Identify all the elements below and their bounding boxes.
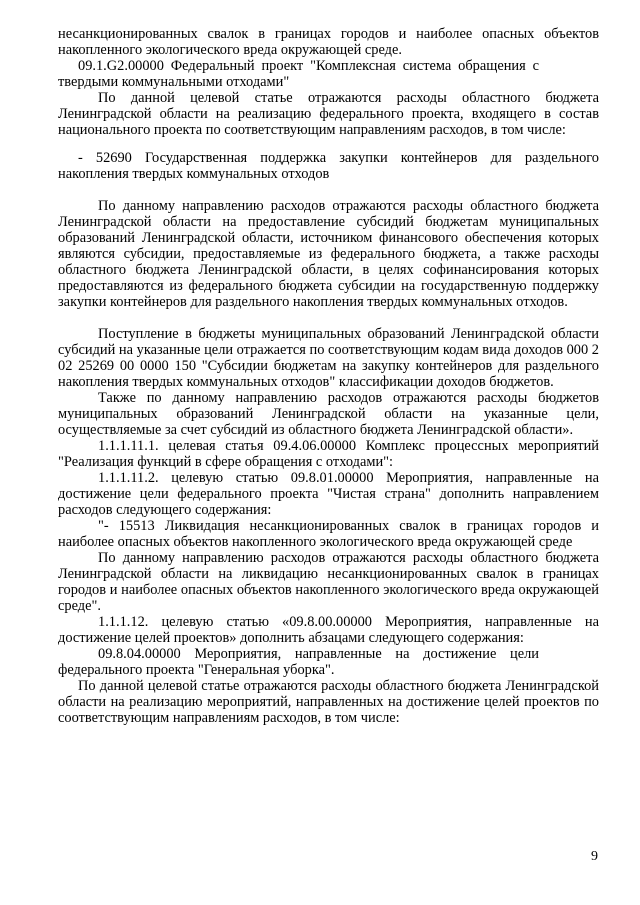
federal-project-general-cleaning: 09.8.04.00000 Мероприятия, направленные на достижение цели федерального проекта "Генеральная уборка". xyxy=(58,646,539,678)
federal-project-heading: 09.1.G2.00000 Федеральный проект "Комплексная система обращения с твердыми коммунальными отходами" xyxy=(58,58,539,90)
paragraph-continuation: несанкционированных свалок в границах городов и наиболее опасных объектов накопленного экологического вреда окружающей среде. xyxy=(58,26,599,58)
paragraph-revenue-codes: Поступление в бюджеты муниципальных образований Ленинградской области субсидий на указанные цели отражается по соответствующим кодам вида доходов 000 2 02 25269 00 0000 150 "Субсидии бюджетам на закупку контейнеров для раздельного накопления твердых коммунальных отходов" классификации доходов бюджетов. xyxy=(58,326,599,390)
expense-item-52690: - 52690 Государственная поддержка закупки контейнеров для раздельного накопления твердых коммунальных отходов xyxy=(58,150,599,182)
paragraph-target-article: По данной целевой статье отражаются расходы областного бюджета Ленинградской области на реализацию федерального проекта, входящего в состав национального проекта по соответствующим направлениям расходов, в том числе: xyxy=(58,90,599,138)
document-body xyxy=(58,26,599,726)
clause-1-1-1-11-1: 1.1.1.11.1. целевая статья 09.4.06.00000 Комплекс процессных мероприятий "Реализация функций в сфере обращения с отходами": xyxy=(58,438,599,470)
paragraph-dumps-liquidation: По данному направлению расходов отражаются расходы областного бюджета Ленинградской области на ликвидацию несанкционированных свалок в границах городов и наиболее опасных объектов накопленного экологического вреда окружающей среде". xyxy=(58,550,599,614)
clause-1-1-1-11-2: 1.1.1.11.2. целевую статью 09.8.01.00000 Мероприятия, направленные на достижение цели федерального проекта "Чистая страна" дополнить направлением расходов следующего содержания: xyxy=(58,470,599,518)
expense-item-15513: "- 15513 Ликвидация несанкционированных свалок в границах городов и наиболее опасных объектов накопленного экологического вреда окружающей среде xyxy=(58,518,599,550)
paragraph-target-article-projects: По данной целевой статье отражаются расходы областного бюджета Ленинградской области на реализацию мероприятий, направленных на достижение целей проектов по соответствующим направлениям расходов, в том числе: xyxy=(58,678,599,726)
paragraph-municipal-expenses: Также по данному направлению расходов отражаются расходы бюджетов муниципальных образований Ленинградской области на указанные цели, осуществляемые за счет субсидий из областного бюджета Ленинградской области». xyxy=(58,390,599,438)
page-number: 9 xyxy=(591,849,598,864)
paragraph-subsidies: По данному направлению расходов отражаются расходы областного бюджета Ленинградской области на предоставление субсидий бюджетам муниципальных образований Ленинградской области, источником финансового обеспечения которых являются субсидии, предоставляемые из федерального бюджета, а также расходы областного бюджета Ленинградской области, в целях софинансирования которых предоставляются из федерального бюджета субсидии на государственную поддержку закупки контейнеров для раздельного накопления твердых коммунальных отходов. xyxy=(58,198,599,310)
clause-1-1-1-12: 1.1.1.12. целевую статью «09.8.00.00000 Мероприятия, направленные на достижение целей проектов» дополнить абзацами следующего содержания: xyxy=(58,614,599,646)
